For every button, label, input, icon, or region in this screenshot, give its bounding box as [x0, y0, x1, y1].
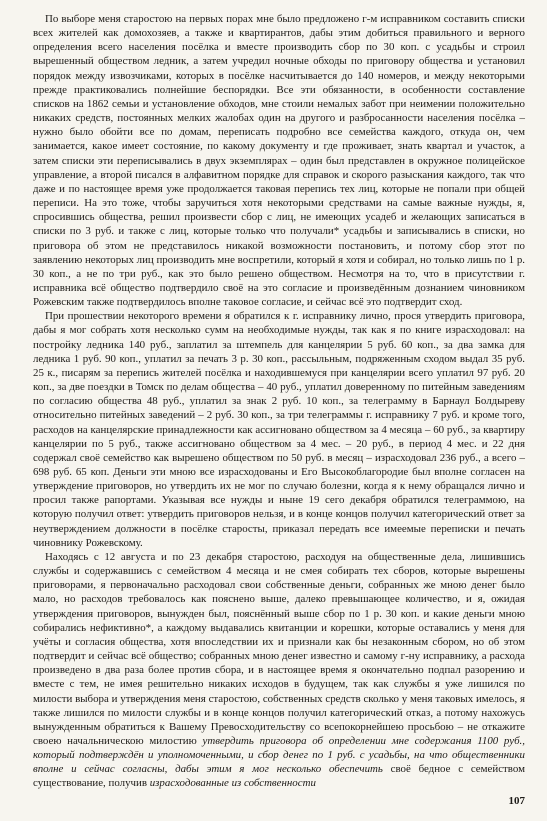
paragraph [33, 550, 525, 791]
paragraph [33, 12, 525, 309]
italic-text: израсходованные из собственности [149, 777, 316, 790]
text-segment: Находясь с 12 августа и по 23 декабря старостою, расходуя на общественные дела, лишившись службы и содержавшись с семейством 4 месяца и не смея собирать тех сборов, которые вырешены приговорами, я первоначально расходовал свои собственные деньги, собранных же мною денег было мало, но расходов требовалось как пояснено выше, далеко превышающее количество, и я, ожидая утверждения приговоров, вынужден был, пояснённый выше сбор по 1 р. 30 коп. и какие деньги мною собирались нефиктивно*, а каждому выдавались квитанции и корешки, которые оставались у меня для учёты и согласия общества, хотя впоследствии их и признали как бы незаконным сбором, но об этом подтвердит и сейчас всё общество; собранных мною денег известно и самому г-ну исправнику, а расхода произведено в два раза более против сбора, и в настоящее время я окончательно подпал разорению и вместе с тем, не имея решительно никаких исходов в будущем, так как службы я уже лишился по милости выбора и утверждения меня старостою, собственных средств сколько у меня таковых имелось, я также лишился по милости службы и в конце концов получил категорический отказ, а потому нахожусь вынужденным обратиться к Вашему Превосходительству со всепокорнейшею просьбою – не откажите своею начальническою милостию [33, 550, 525, 747]
paragraph [33, 309, 525, 550]
italic-text: утвердить приговора об определении мне содержания 1100 руб., который подтверждён и уполномоченными, и сбор денег по 1 руб. с усадьбы, на что общественники вполне и сейчас согласны, дабы этим я мог несколько обеспечить [33, 734, 525, 776]
text-segment: При прошествии некоторого времени я обратился к г. исправнику лично, прося утвердить приговора, дабы я мог собрать хотя несколько сумм на необходимые нужды, так как я по книге израсходовал: на постройку ледника 140 руб., заплатил за штемпель для канцелярии 5 руб. 60 коп., за два замка для ледника 1 руб. 90 коп., уплатил за печать 3 р. 30 коп., рассыльным, подряженным сходом выдал 35 руб. 25 к., писарям за перепись жителей посёлка и находившемуся при канцелярии всего уплатил 97 руб. 20 коп., за две поездки в Томск по делам общества – 40 руб., уплатил доверенному по питейным заведениям по согласию общества 48 руб., уплатил за знак 2 руб. 10 коп., за телеграмму в Барнаул Болдыреву относительно питейных заведений – 2 руб. 30 коп., за три телеграммы г. исправнику 7 руб. и кроме того, расходов на канцелярские принадлежности как ассигновано обществом за 4 месяца – 60 руб., за квартиру канцелярии по 5 руб., также ассигновано обществом за 4 мес. – 20 руб., в период 4 мес. и 22 дня содержал своё семейство как вырешено обществом по 50 руб. в месяц – израсходовал 236 руб., а всего – 698 руб. 65 коп. Деньги эти мною все израсходованы и Его Высокоблагородие был вполне согласен на утверждение приговоров, но утвердить их не мог по случаю болезни, когда я к нему обращался лично и просил также рапортами. Указывая все нужды и ныне 19 сего декабря обратился телеграммою, на которую получил ответ: утвердить приговоров нельзя, и в конце концов получил категорический ответ за неутверждением должности в посёлке старосты, приказал передать все имеемые переписки и печать чиновнику Рожевскому. [33, 310, 525, 549]
text-segment: По выборе меня старостою на первых порах мне было предложено г-м исправником составить списки всех жителей как домохозяев, а также и квартирантов, дабы этим добиться правильного и верного определения всего населения посёлка и вместе производить сбор по 30 коп. с усадьбы и строил вырешенный обществом ледник, а затем учредил ночные обходы по приговору общества и установил порядок между извозчиками, которых в посёлке насчитывается до 140 номеров, и между некоторыми прежде практиковались полнейшие беспорядки. Все эти обязанности, в особенности составление списков на 1862 семьи и установление обходов, мне стоили немалых забот при неимении положительно никаких средств, постоянных мелких жалобах один на другого и разбросанности населения посёлка – нужно было обойти все по домам, переписать подробно все семейства каждого, откуда он, чем занимается, какое имеет состояние, по какому документу и где проживает, знать квартал и участок, а затем списки эти переписывались в двух экземплярах – один был представлен в окружное полицейское управление, а второй писался в алфавитном порядке для справок и скорого разыскания каждого, так что даже и по настоящее время уже продолжается таковая перепись тех лиц, которые не попали при общей переписи. На это тоже, чтобы зaручиться хотя некоторыми средствами на самые важные нужды, я, спросившись общества, решил произвести сбор с лиц, не имеющих усадеб и желающих записаться в списки по 3 руб. и также с лиц, которые только что получали* усадьбы и записывались в списки, но приговора об этом не представилось никакой возможности постановить, и потому сбор этот по заявлению некоторых лиц производить мне воспретили, который я хотя и собирал, но только лишь по 1 р. 30 коп., а не по три руб., как это было решено обществом. Несмотря на то, что в присутствии г. исправника всё общество подтвердило своё на это согласие и произведённым дознанием чиновником Рожевским также подтвердилось вполне таковое согласие, и сейчас всё это подтвердит сход. [33, 13, 525, 309]
text-segment: своё бедное с семейством существование, получив [33, 763, 525, 790]
page-number: 107 [508, 795, 525, 807]
text-body [33, 12, 525, 791]
